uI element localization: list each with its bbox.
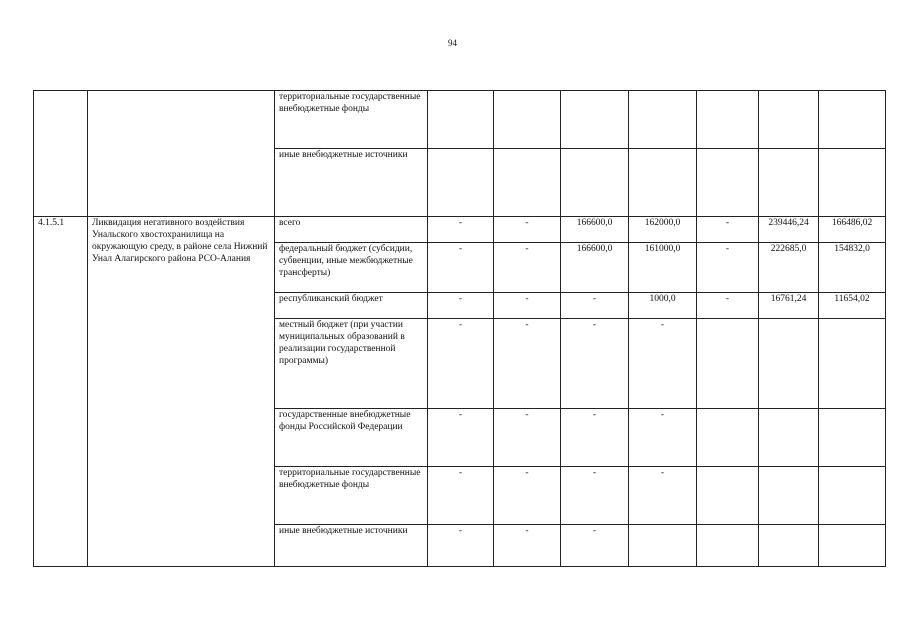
value-cell <box>759 91 819 149</box>
funding-source: территориальные государственные внебюджетные фонды <box>275 467 428 525</box>
value-cell: - <box>494 217 561 243</box>
value-cell: - <box>697 243 759 293</box>
budget-table <box>33 90 886 567</box>
value-cell <box>759 467 819 525</box>
value-cell: - <box>494 467 561 525</box>
value-cell: - <box>428 319 494 409</box>
value-cell: - <box>494 319 561 409</box>
item-code: 4.1.5.1 <box>34 217 88 567</box>
value-cell: - <box>629 319 697 409</box>
funding-source: федеральный бюджет (субсидии, субвенции, иные межбюджетные трансферты) <box>275 243 428 293</box>
name-cell <box>88 91 275 217</box>
value-cell: - <box>428 293 494 319</box>
value-cell: 166600,0 <box>561 217 629 243</box>
value-cell: - <box>428 467 494 525</box>
funding-source: местный бюджет (при участии муниципальных образований в реализации государственной программы) <box>275 319 428 409</box>
value-cell: - <box>561 293 629 319</box>
value-cell <box>561 149 629 217</box>
value-cell: 161000,0 <box>629 243 697 293</box>
funding-source: иные внебюджетные источники <box>275 525 428 567</box>
value-cell <box>428 149 494 217</box>
value-cell: 239446,24 <box>759 217 819 243</box>
value-cell <box>494 149 561 217</box>
value-cell: - <box>561 525 629 567</box>
value-cell: - <box>697 217 759 243</box>
value-cell <box>561 91 629 149</box>
value-cell <box>629 525 697 567</box>
value-cell: 166600,0 <box>561 243 629 293</box>
value-cell <box>819 409 886 467</box>
item-name: Ликвидация негативного воздействия Унальского хвостохранилища на окружающую среду, в районе села Нижний Унал Алагирского района РСО-Алания <box>88 217 275 567</box>
value-cell: 154832,0 <box>819 243 886 293</box>
value-cell <box>697 525 759 567</box>
funding-source: государственные внебюджетные фонды Российской Федерации <box>275 409 428 467</box>
value-cell <box>697 91 759 149</box>
value-cell <box>697 149 759 217</box>
value-cell <box>697 319 759 409</box>
value-cell: 162000,0 <box>629 217 697 243</box>
value-cell: - <box>494 243 561 293</box>
value-cell: 11654,02 <box>819 293 886 319</box>
funding-source: территориальные государственные внебюджетные фонды <box>275 91 428 149</box>
value-cell <box>759 149 819 217</box>
value-cell: - <box>629 409 697 467</box>
value-cell: 166486,02 <box>819 217 886 243</box>
continuation-row <box>34 91 886 149</box>
value-cell: - <box>697 293 759 319</box>
value-cell <box>759 409 819 467</box>
value-cell <box>759 319 819 409</box>
value-cell <box>697 467 759 525</box>
value-cell: 222685,0 <box>759 243 819 293</box>
value-cell <box>697 409 759 467</box>
funding-source: иные внебюджетные источники <box>275 149 428 217</box>
value-cell <box>629 149 697 217</box>
value-cell: - <box>494 409 561 467</box>
funding-source: республиканский бюджет <box>275 293 428 319</box>
value-cell: - <box>428 525 494 567</box>
value-cell <box>629 91 697 149</box>
value-cell: - <box>561 467 629 525</box>
value-cell: - <box>494 293 561 319</box>
value-cell <box>494 91 561 149</box>
value-cell: - <box>428 243 494 293</box>
value-cell: - <box>494 525 561 567</box>
value-cell: - <box>428 409 494 467</box>
value-cell: - <box>428 217 494 243</box>
item-row <box>34 217 886 243</box>
code-cell <box>34 91 88 217</box>
value-cell: - <box>561 409 629 467</box>
page-number: 94 <box>448 38 457 48</box>
value-cell: - <box>561 319 629 409</box>
value-cell <box>819 319 886 409</box>
value-cell <box>819 467 886 525</box>
funding-source: всего <box>275 217 428 243</box>
value-cell <box>819 525 886 567</box>
value-cell <box>428 91 494 149</box>
value-cell: 16761,24 <box>759 293 819 319</box>
value-cell <box>819 149 886 217</box>
value-cell <box>759 525 819 567</box>
value-cell: - <box>629 467 697 525</box>
value-cell <box>819 91 886 149</box>
value-cell: 1000,0 <box>629 293 697 319</box>
